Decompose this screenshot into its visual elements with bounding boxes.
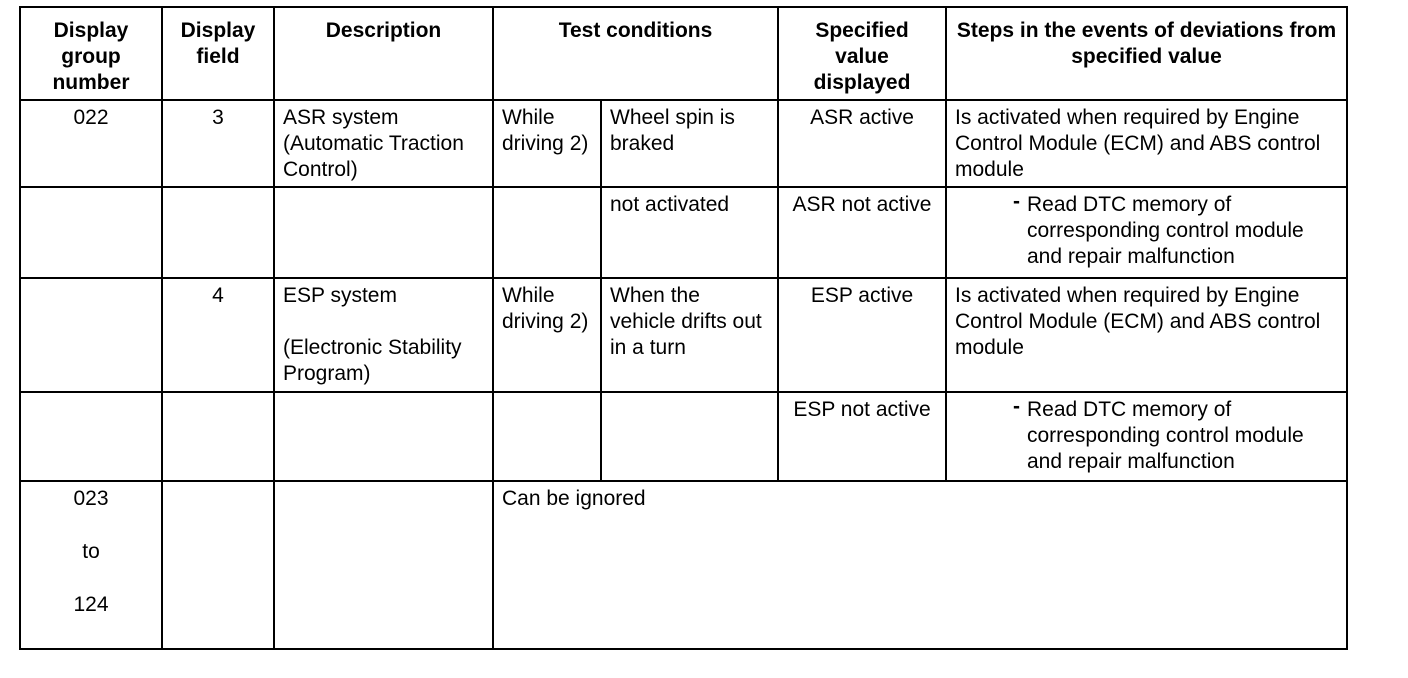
group-number-cell <box>20 278 162 392</box>
description-cell: ASR system (Automatic Traction Control) <box>274 100 493 187</box>
description-cell <box>274 187 493 278</box>
header-test-conditions: Test conditions <box>493 7 778 100</box>
group-range-to: 124 <box>73 593 109 616</box>
description-cell <box>274 481 493 649</box>
header-display-field: Display field <box>162 7 274 100</box>
step-item <box>955 192 1338 270</box>
table-row <box>20 278 1347 392</box>
display-field-cell <box>162 481 274 649</box>
display-field-cell: 3 <box>162 100 274 187</box>
condition-b-cell: not activated <box>601 187 778 278</box>
table-row <box>20 481 1347 649</box>
description-cell <box>274 278 493 392</box>
display-field-cell <box>162 187 274 278</box>
table-row <box>20 392 1347 481</box>
condition-a-cell: While driving 2) <box>493 100 601 187</box>
display-field-cell <box>162 392 274 481</box>
header-description: Description <box>274 7 493 100</box>
steps-cell <box>946 392 1347 481</box>
condition-a-cell <box>493 392 601 481</box>
condition-b-cell <box>601 392 778 481</box>
note-cell: Can be ignored <box>493 481 1347 649</box>
description-line: (Electronic Stability Program) <box>283 336 462 385</box>
table-row <box>20 100 1347 187</box>
condition-a-cell <box>493 187 601 278</box>
specified-value-cell: ESP not active <box>778 392 946 481</box>
condition-a-cell: While driving 2) <box>493 278 601 392</box>
group-range-from: 023 <box>73 487 109 510</box>
table-header-row <box>20 7 1347 100</box>
header-specified-value: Specified value displayed <box>778 7 946 100</box>
condition-b-cell: When the vehicle drifts out in a turn <box>601 278 778 392</box>
group-number-cell <box>20 392 162 481</box>
dash-bullet: - <box>1013 395 1020 418</box>
dash-bullet: - <box>1013 190 1020 213</box>
header-steps: Steps in the events of deviations from specified value <box>946 7 1347 100</box>
step-text: Read DTC memory of corresponding control module and repair malfunction <box>1027 193 1304 268</box>
display-field-cell: 4 <box>162 278 274 392</box>
specified-value-cell: ASR not active <box>778 187 946 278</box>
description-cell <box>274 392 493 481</box>
steps-cell: Is activated when required by Engine Control Module (ECM) and ABS control module <box>946 278 1347 392</box>
step-text: Read DTC memory of corresponding control module and repair malfunction <box>1027 398 1304 473</box>
header-group-number: Display group number <box>20 7 162 100</box>
steps-cell <box>946 187 1347 278</box>
group-number-cell <box>20 187 162 278</box>
condition-b-cell: Wheel spin is braked <box>601 100 778 187</box>
table-row <box>20 187 1347 278</box>
group-number-cell <box>20 481 162 649</box>
specified-value-cell: ASR active <box>778 100 946 187</box>
step-item <box>955 397 1338 475</box>
steps-cell: Is activated when required by Engine Control Module (ECM) and ABS control module <box>946 100 1347 187</box>
display-group-table <box>19 6 1348 650</box>
group-number-cell: 022 <box>20 100 162 187</box>
description-line: ESP system <box>283 284 397 307</box>
specified-value-cell: ESP active <box>778 278 946 392</box>
group-range-word: to <box>82 540 100 563</box>
